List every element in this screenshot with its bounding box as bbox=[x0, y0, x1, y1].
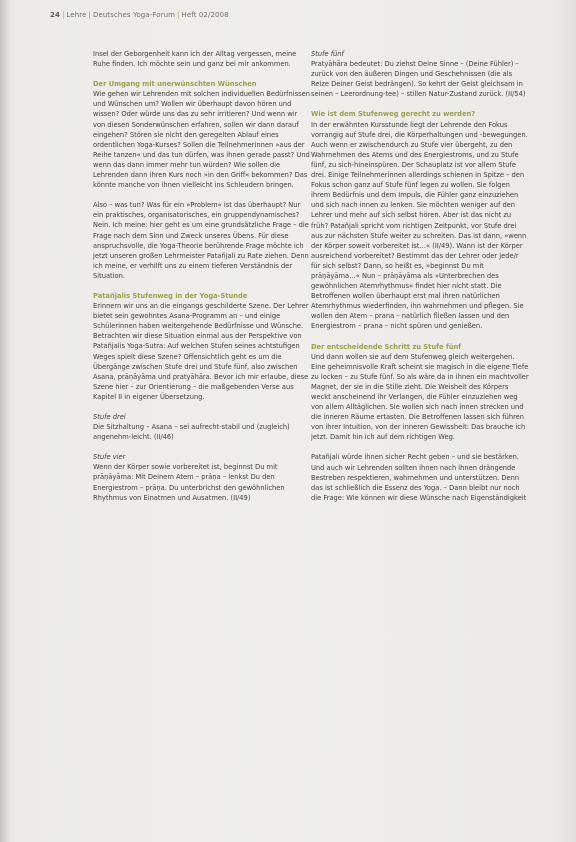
subheading-stage-three: Stufe drei bbox=[93, 413, 126, 421]
page-number: 24 bbox=[50, 11, 60, 19]
header-separator: | bbox=[61, 11, 65, 19]
paragraph: Patañjali würde ihnen sicher Recht geben – und sie bestärken. Und auch wir Lehrenden sollten ihnen nach ihnen drängende Bestreben respektieren, wahrnehmen und unterstützen. Denn das ist schließlich die Essenz des Yoga. – Dann bleibt nur noch die Frage: Wie können wir diese Wünsche nach Eigenständigkeit bbox=[311, 453, 527, 502]
header-section: Lehre bbox=[66, 11, 87, 19]
subheading-stage-five: Stufe fünf bbox=[311, 50, 344, 58]
heading-stufenweg-gerecht: Wie ist dem Stufenweg gerecht zu werden? bbox=[311, 110, 476, 119]
paragraph-quote: Pratyāhāra bedeutet: Du ziehst Deine Sinne – (Deine Fühler) – zurück von den äußeren Dingen und Geschehnissen (die als Reize Deiner Geist bedrängen). So kehrt der Geist gleichsam in seinen – Leerordnung-tee) – stillen Natur-Zustand zurück. (II/54) bbox=[311, 60, 526, 99]
running-header bbox=[50, 11, 229, 19]
heading-unwanted-wishes: Der Umgang mit unerwünschten Wünschen bbox=[93, 80, 257, 89]
subheading-stage-four: Stufe vier bbox=[93, 453, 126, 462]
header-issue: Heft 02/2008 bbox=[181, 11, 229, 19]
left-column bbox=[93, 49, 311, 503]
heading-stufenweg: Patañjalis Stufenweg in der Yoga-Stunde bbox=[93, 291, 248, 300]
paragraph-quote: Die Sitzhaltung – Asana – sei aufrecht-stabil und (zugleich) angenehm-leicht. (II/46) bbox=[93, 423, 290, 442]
paragraph: In der erwähnten Kursstunde liegt der Lehrende den Fokus vorrangig auf Stufe drei, die Körperhaltungen und -bewegungen. Auch wenn er zwischendurch zu Stufe vier übergeht, zu den Wahrnehmen des Atems und des Energiestroms, und zu Stufe fünf, zu sich-hineinspüren. Der Schauplatz ist vor allem Stufe drei. Einige Teilnehmerinnen allerdings schienen in Spitze – den Fokus schon ganz auf Stufe fünf legen zu wollen. Sie folgen ihrem Bedürfnis und dem Impuls, die Fühler ganz einzuziehen und sich nach innen zu lenken. Sie möchten weniger auf den Lehrer und mehr auf sich selbst hören. Aber ist das nicht zu früh? Patañjali spricht vom richtigen Zeitpunkt, vor Stufe drei aus zur nächsten Stufe weiter zu schreiten. Das ist dann, »wenn der Körper soweit vorbereitet ist…« (II/49). Wann ist der Körper ausreichend vorbereitet? Bestimmt das der Lehrer oder jede/r für sich selbst? Dann, so heißt es, »beginnst Du mit prāṇāyāma…« Nun – prāṇāyāma als »Unterbrechen des gewöhnlichen Atemrhythmus« findet hier nicht statt. Die Betroffenen wollen überhaupt erst mal ihren natürlichen Atemrhythmus wiederfinden, ihn wahrnehmen und pflegen. Sie wollen den Atem – prana – natürlich fließen lassen und den Energiestrom – prana – nicht spüren und genießen. bbox=[311, 120, 528, 331]
paragraph: Erinnern wir uns an die eingangs geschilderte Szene. Der Lehrer bietet sein gewohntes Asana-Programm an – und einige Schülerinnen haben weitergehende Bedürfnisse und Wünsche. Betrachten wir diese Situation einmal aus der Perspektive von Patañjalis Yoga-Sutra: Auf welchen Stufen seines achtstufigen Weges spielt diese Szene? Offensichtlich geht es um die Übergänge zwischen Stufe drei und Stufe fünf, also zwischen Asana, prāṇāyāma und pratyāhāra. Bevor ich mir erlaube, diese Szene hier – zur Orientierung – die maßgebenden Verse aus Kapitel II in eigener Übersetzung. bbox=[93, 302, 309, 401]
page-fold-shadow bbox=[0, 0, 10, 842]
header-separator: | bbox=[88, 11, 91, 19]
paragraph: Wie gehen wir Lehrenden mit solchen individuellen Bedürfnissen und Wünschen um? Wollen wir überhaupt davon hören und wissen? Oder würde uns das zu sehr irritieren? Und wenn wir von diesen Sonderwünschen erfahren, sollen wir dann darauf eingehen? Stören sie nicht den geregelten Ablauf eines ordentlichen Yoga-Kurses? Sollen die Teilnehmerinnen »aus der Reihe tanzen« und das tun dürfen, was ihnen gerade passt? Und wenn das dann immer mehr tun würden? Wie sollen die Lehrenden dann ihren Kurs noch »in den Griff« bekommen? Das könnte manche von ihnen vielleicht ins Schleudern bringen. bbox=[93, 90, 310, 190]
header-separator: | bbox=[177, 11, 180, 19]
paragraph-intro: Insel der Geborgenheit kann ich der Alltag vergessen, meine Ruhe finden. Ich möchte sein und ganz bei mir ankommen. bbox=[93, 50, 297, 69]
heading-decisive-step: Der entscheidende Schritt zu Stufe fünf bbox=[311, 342, 462, 351]
paragraph: Und dann wollen sie auf dem Stufenweg gleich weitergehen. Eine geheimnisvolle Kraft scheint sie magisch in die eigene Tiefe zu locken – zu Stufe fünf. So als wäre da in ihnen ein machtvoller Magnet, der sie in die Stille zieht. Die Weisheit des Körpers weckt anscheinend ihr Verlangen, die Fühler einzuziehen weg von allem Alltäglichen. Sie wollen sich nach innen strecken und die inneren Räume ertasten. Die Betroffenen lassen sich führen von ihrer Intuition, von der inneren Gewissheit: Das brauche ich jetzt. Damit hin ich auf dem richtigen Weg. bbox=[311, 352, 529, 442]
paragraph-quote: Wenn der Körper sowie vorbereitet ist, beginnst Du mit prāṇāyāma: Mit Deinem Atem – prāṇa – lenkst Du den Energiestrom – prāṇa. Du unterbrichst den gewöhnlichen Rhythmus von Einatmen und Ausatmen. (II/49) bbox=[93, 463, 285, 502]
right-column bbox=[311, 49, 529, 503]
header-journal: Deutsches Yoga-Forum bbox=[92, 11, 176, 19]
paragraph: Also – was tun? Was für ein »Problem« ist das überhaupt? Nur ein praktisches, organisatorisches, ein gruppendynamisches? Nein. Ich meine: hier geht es um eine grundsätzliche Frage – die Frage nach dem Sinn und Zweck unseres Übens. Für diese anspruchsvolle, die Yoga-Theorie berührende Frage möchte ich jetzt unseren großen Lehrmeister Patañjali zu Rate ziehen. Denn ich meine, er verhilft uns zu einem tieferen Verständnis der Situation. bbox=[93, 201, 309, 280]
